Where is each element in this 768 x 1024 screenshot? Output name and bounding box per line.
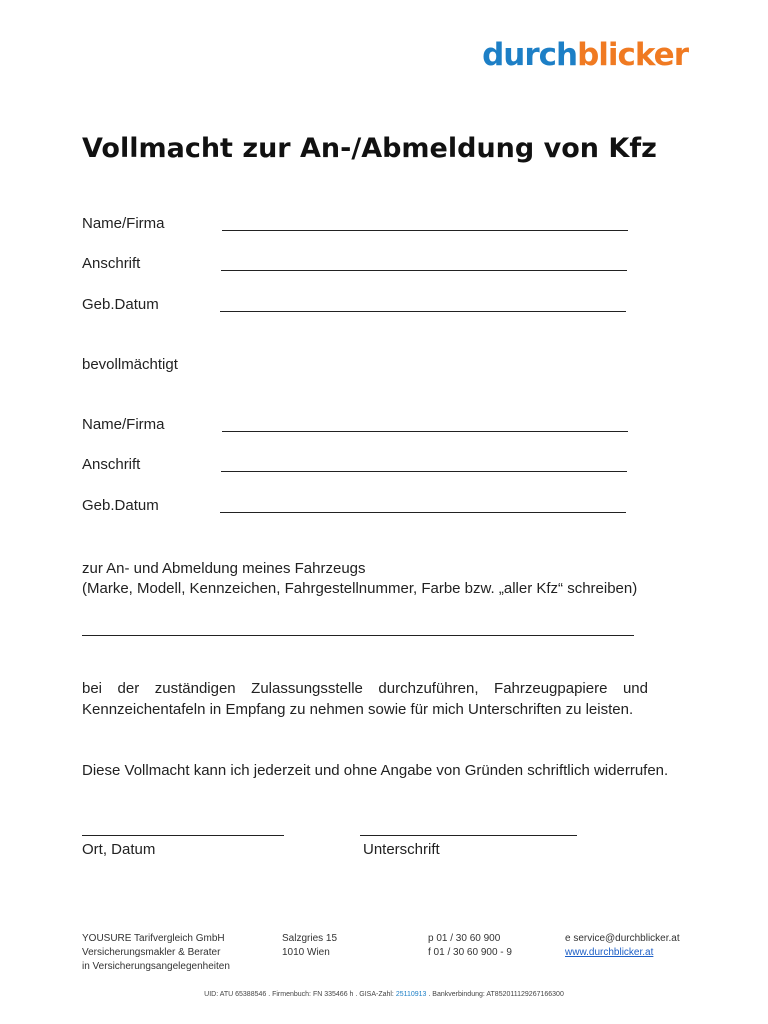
place-date-field[interactable] (82, 835, 284, 836)
grantee-name-field[interactable] (222, 431, 628, 432)
place-date-label: Ort, Datum (82, 841, 156, 858)
grantee-dob-field[interactable] (220, 512, 626, 513)
vehicle-intro: zur An- und Abmeldung meines Fahrzeugs (82, 560, 366, 577)
footer-gisa-number: 25110913 (395, 991, 427, 998)
footer-company-role-2: in Versicherungsangelegenheiten (82, 961, 230, 972)
document-title: Vollmacht zur An-/Abmeldung von Kfz (82, 133, 657, 164)
footer-company (82, 932, 230, 974)
footer-address (282, 932, 337, 960)
grantor-name-field[interactable] (222, 230, 628, 231)
footer-street: Salzgries 15 (282, 933, 338, 944)
logo-part-blicker: blicker (577, 37, 688, 73)
signature-label: Unterschrift (363, 841, 440, 858)
revocation-paragraph: Diese Vollmacht kann ich jederzeit und ohne Angabe von Gründen schriftlich widerrufen. (82, 762, 669, 779)
grantee-address-field[interactable] (221, 471, 627, 472)
vehicle-instructions: (Marke, Modell, Kennzeichen, Fahrgestellnummer, Farbe bzw. „aller Kfz“ schreiben) (82, 580, 638, 597)
footer-company-name: YOUSURE Tarifvergleich GmbH (82, 933, 225, 944)
footer-website-link[interactable]: www.durchblicker.at (565, 947, 654, 958)
grantee-dob-label: Geb.Datum (82, 497, 159, 514)
footer-phone-number: p 01 / 30 60 900 (428, 933, 501, 944)
footer-contact (565, 932, 680, 960)
grantor-dob-field[interactable] (220, 311, 626, 312)
brand-logo (482, 37, 688, 73)
footer-uid-text: UID: ATU 65388546 . Firmenbuch: FN 335466 h . GISA-Zahl: (204, 991, 396, 998)
footer-email[interactable]: e service@durchblicker.at (565, 933, 680, 944)
logo-part-durch: durch (482, 37, 578, 73)
footer-city: 1010 Wien (282, 947, 330, 958)
vehicle-details-field[interactable] (82, 635, 634, 636)
grantor-dob-label: Geb.Datum (82, 296, 159, 313)
authorizes-label: bevollmächtigt (82, 356, 178, 373)
footer-fax-number: f 01 / 30 60 900 - 9 (428, 947, 512, 958)
grantee-name-label: Name/Firma (82, 416, 165, 433)
footer-company-role: Versicherungsmakler & Berater (82, 947, 221, 958)
grantor-address-field[interactable] (221, 270, 627, 271)
grantor-name-label: Name/Firma (82, 215, 165, 232)
body-paragraph: bei der zuständigen Zulassungsstelle durchzuführen, Fahrzeugpapiere und Kennzeichentafeln in Empfang zu nehmen sowie für mich Unterschriften zu leisten. (82, 680, 648, 718)
grantee-address-label: Anschrift (82, 456, 141, 473)
signature-field[interactable] (360, 835, 577, 836)
footer-phone (428, 932, 512, 960)
grantor-address-label: Anschrift (82, 255, 141, 272)
footer-bank-text: . Bankverbindung: AT852011129267166300 (426, 991, 564, 998)
footer-legal-info (0, 991, 768, 998)
